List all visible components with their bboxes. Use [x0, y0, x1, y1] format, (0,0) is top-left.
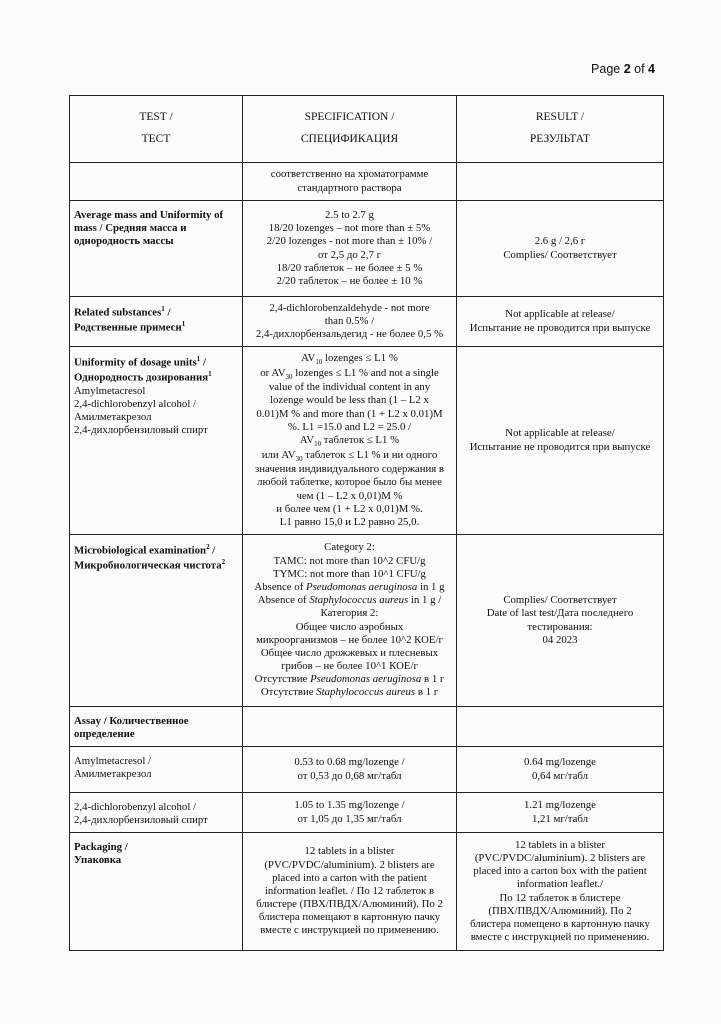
- table-row: [70, 201, 664, 297]
- header-test: TEST / ТЕСТ: [70, 96, 243, 163]
- spec-cell-average-mass: 2.5 to 2.7 g 18/20 lozenges – not more than ± 5% 2/20 lozenges - not more than ± 10% / от 2,5 до 2,7 г 18/20 таблеток – не более ± 5 % 2/20 таблеток – не более ± 10 %: [243, 201, 457, 297]
- spec-cell-dichlorobenzyl-alcohol: 1.05 to 1.35 mg/lozenge / от 1,05 до 1,35 мг/табл: [243, 793, 457, 833]
- table-row: [70, 833, 664, 951]
- spec-cell-related-substances: 2,4-dichlorobenzaldehyde - not more than 0.5% / 2,4-дихлорбензальдегид - не более 0,5 %: [243, 297, 457, 347]
- test-cell-packaging: Packaging / Упаковка: [70, 833, 243, 951]
- test-cell-uniformity: Uniformity of dosage units$^1$ / Однородность дозирования$^1$ Amylmetacresol 2,4-dichlorobenzyl alcohol / Амилметакрезол 2,4-дихлорбензиловый спирт: [70, 347, 243, 535]
- spec-cell: соответственно на хроматограмме стандартного раствора: [243, 163, 457, 201]
- test-cell: [70, 163, 243, 201]
- test-cell-assay: Assay / Количественное определение: [70, 707, 243, 747]
- table-row: [70, 163, 664, 201]
- header-specification: SPECIFICATION / СПЕЦИФИКАЦИЯ: [243, 96, 457, 163]
- spec-cell: [243, 707, 457, 747]
- specification-table: [69, 95, 664, 951]
- result-cell-uniformity: Not applicable at release/ Испытание не проводится при выпуске: [457, 347, 664, 535]
- result-cell-dichlorobenzyl-alcohol: 1.21 mg/lozenge 1,21 мг/табл: [457, 793, 664, 833]
- table-row: [70, 793, 664, 833]
- table-row: [70, 535, 664, 707]
- test-cell-average-mass: Average mass and Uniformity of mass / Средняя масса и однородность массы: [70, 201, 243, 297]
- table-row: [70, 297, 664, 347]
- result-cell-average-mass: 2.6 g / 2,6 г Complies/ Соответствует: [457, 201, 664, 297]
- result-cell: [457, 163, 664, 201]
- test-cell-dichlorobenzyl-alcohol: 2,4-dichlorobenzyl alcohol / 2,4-дихлорбензиловый спирт: [70, 793, 243, 833]
- spec-cell-microbiological: Category 2: TAMC: not more than 10^2 CFU/g TYMC: not more than 10^1 CFU/g Absence of Pseudomonas aeruginosa in 1 g Absence of Staphylococcus aureus in 1 g / Категория 2: Общее число аэробных микроорганизмов – не более 10^2 КОЕ/г Общее число дрожжевых и плесневых грибов – не более 10^1 КОЕ/г Отсутствие Pseudomonas aeruginosa в 1 г Отсутствие Staphylococcus aureus в 1 г: [243, 535, 457, 707]
- table-row: [70, 747, 664, 793]
- result-cell-packaging: 12 tablets in a blister (PVC/PVDC/aluminium). 2 blisters are placed into a carton box with the patient information leaflet./ По 12 таблеток в блистере (ПВХ/ПВДХ/Алюминий). По 2 блистера помещено в картонную пачку вместе с инструкцией по применению.: [457, 833, 664, 951]
- table-row: [70, 347, 664, 535]
- result-cell-microbiological: Complies/ Соответствует Date of last test/Дата последнего тестирования: 04 2023: [457, 535, 664, 707]
- table-row: [70, 707, 664, 747]
- header-result: RESULT / РЕЗУЛЬТАТ: [457, 96, 664, 163]
- table-header-row: [70, 96, 664, 163]
- spec-cell-packaging: 12 tablets in a blister (PVC/PVDC/aluminium). 2 blisters are placed into a carton with the patient information leaflet. / По 12 таблеток в блистере (ПВХ/ПВДХ/Алюминий). По 2 блистера помещают в картонную пачку вместе с инструкцией по применению.: [243, 833, 457, 951]
- spec-cell-amylmetacresol: 0.53 to 0.68 mg/lozenge / от 0,53 до 0,68 мг/табл: [243, 747, 457, 793]
- test-cell-related-substances: Related substances$^1$ / Родственные примеси$^1$: [70, 297, 243, 347]
- result-cell: [457, 707, 664, 747]
- page-number: Page 2 of 4: [591, 62, 655, 76]
- result-cell-amylmetacresol: 0.64 mg/lozenge 0,64 мг/табл: [457, 747, 664, 793]
- test-cell-microbiological: Microbiological examination$^2$ / Микробиологическая чистота$^2$: [70, 535, 243, 707]
- spec-cell-uniformity: $AV_{10}$ lozenges ≤ L1 % or $AV_{30}$ lozenges ≤ L1 % and not a single value of the individual content in any lozenge would be less than (1 – L2 x 0.01)M % and more than (1 + L2 x 0.01)M %. L1 =15.0 and L2 = 25.0 / $AV_{10}$ таблеток ≤ L1 % или $AV_{30}$ таблеток ≤ L1 % и ни одного значения индивидуального содержания в любой таблетке, которое было бы менее чем (1 – L2 x 0,01)M % и более чем (1 + L2 x 0,01)M %. L1 равно 15,0 и L2 равно 25,0.: [243, 347, 457, 535]
- result-cell-related-substances: Not applicable at release/ Испытание не проводится при выпуске: [457, 297, 664, 347]
- test-cell-amylmetacresol: Amylmetacresol / Амилметакрезол: [70, 747, 243, 793]
